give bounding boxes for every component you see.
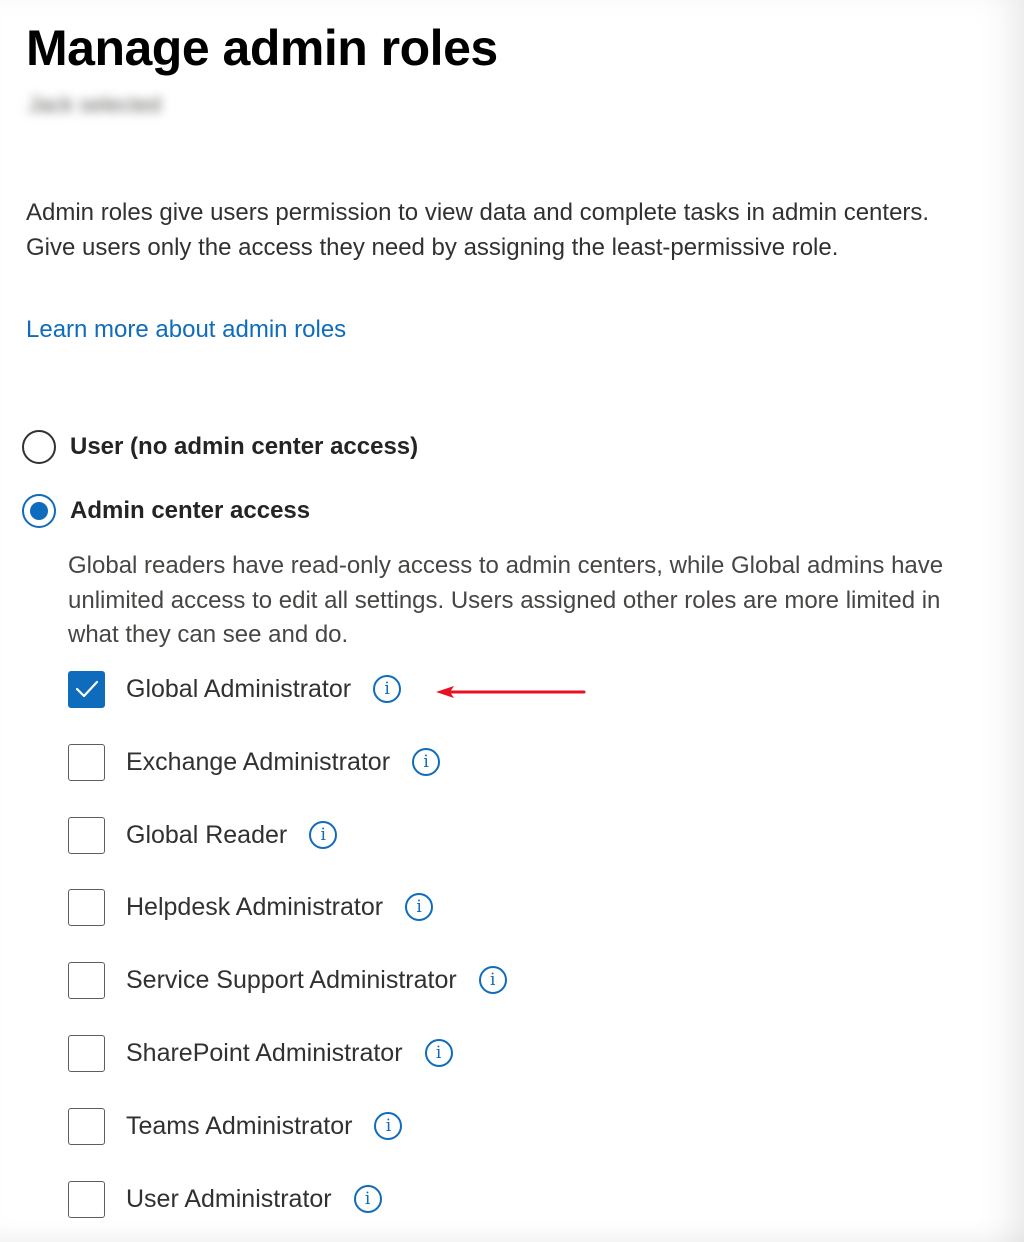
radio-circle[interactable] — [22, 430, 56, 464]
role-checkbox[interactable] — [68, 1108, 105, 1145]
info-icon[interactable]: i — [412, 748, 440, 776]
role-checkbox[interactable] — [68, 889, 105, 926]
selected-user-subtitle: Jack selected — [28, 92, 162, 117]
intro-text: Admin roles give users permission to view data and complete tasks in admin centers. Give users only the access they need by assigning the least-permissive role. — [26, 199, 930, 261]
info-icon[interactable]: i — [479, 966, 507, 994]
role-label: Service Support Administrator — [126, 965, 457, 994]
info-icon[interactable]: i — [373, 675, 401, 703]
radio-label: Admin center access — [70, 497, 311, 524]
info-icon[interactable]: i — [354, 1185, 382, 1213]
role-user-administrator[interactable] — [68, 1179, 382, 1219]
role-checkbox[interactable] — [68, 1035, 105, 1072]
role-teams-administrator[interactable] — [68, 1106, 402, 1146]
role-label: User Administrator — [126, 1184, 332, 1213]
info-icon[interactable]: i — [425, 1039, 453, 1067]
role-global-reader[interactable] — [68, 815, 337, 855]
admin-access-description: Global readers have read-only access to admin centers, while Global admins have unlimited access to edit all settings. Users assigned other roles are more limited in what they can see and do. — [68, 552, 944, 648]
radio-circle-selected[interactable] — [22, 494, 56, 528]
role-label: Global Administrator — [126, 674, 352, 703]
radio-admin-center-access[interactable] — [22, 491, 310, 531]
role-checkbox[interactable] — [68, 962, 105, 999]
role-sharepoint-administrator[interactable] — [68, 1033, 453, 1073]
info-icon[interactable]: i — [405, 893, 433, 921]
learn-more-link[interactable]: Learn more about admin roles — [26, 316, 347, 343]
role-label: Teams Administrator — [126, 1111, 353, 1140]
radio-user-no-access[interactable] — [22, 427, 418, 467]
role-helpdesk-administrator[interactable] — [68, 887, 433, 927]
info-icon[interactable]: i — [309, 821, 337, 849]
role-label: Global Reader — [126, 820, 288, 849]
info-icon[interactable]: i — [374, 1112, 402, 1140]
role-label: Helpdesk Administrator — [126, 892, 384, 921]
arrow-left-icon — [432, 682, 588, 702]
checkmark-icon — [75, 679, 99, 699]
role-checkbox[interactable] — [68, 1181, 105, 1218]
page-title: Manage admin roles — [26, 20, 498, 76]
role-checkbox[interactable] — [68, 744, 105, 781]
role-service-support-administrator[interactable] — [68, 960, 507, 1000]
radio-label: User (no admin center access) — [70, 433, 419, 460]
role-global-administrator[interactable] — [68, 669, 401, 709]
role-label: Exchange Administrator — [126, 747, 391, 776]
role-exchange-administrator[interactable] — [68, 742, 440, 782]
role-label: SharePoint Administrator — [126, 1038, 403, 1067]
role-checkbox[interactable] — [68, 671, 105, 708]
role-checkbox[interactable] — [68, 817, 105, 854]
